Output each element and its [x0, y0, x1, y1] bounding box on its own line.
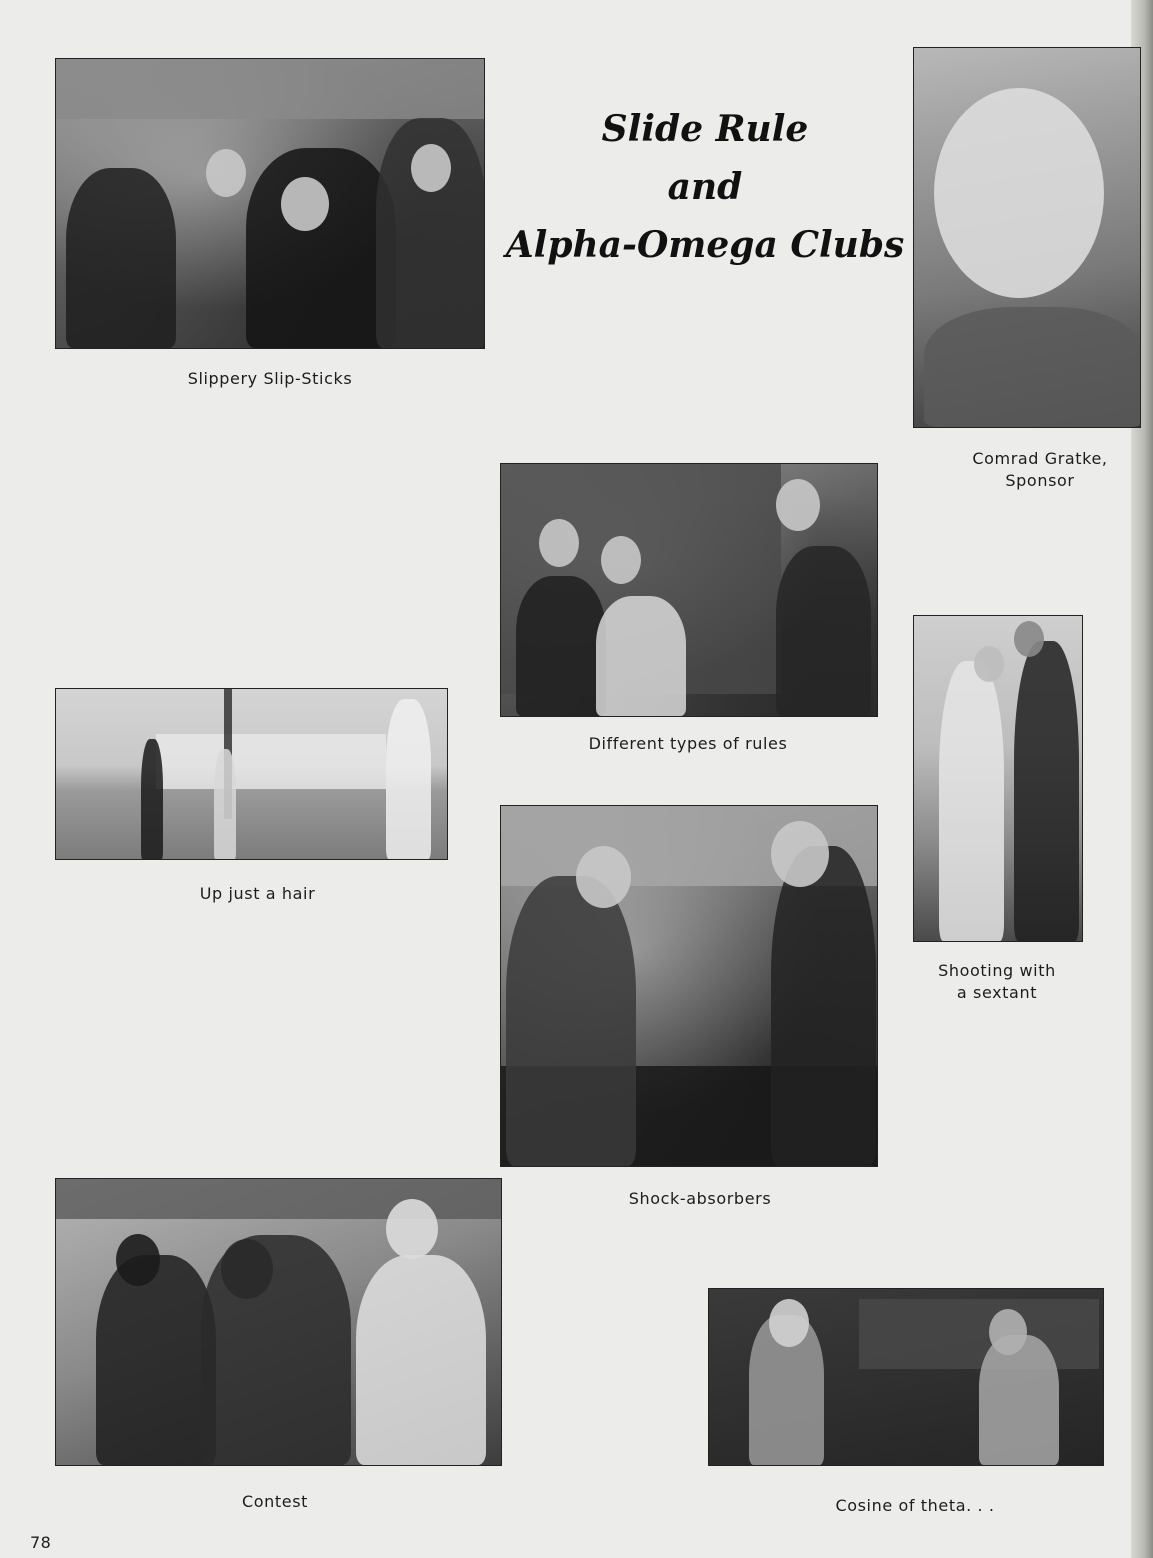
photo-cosine-of-theta [708, 1288, 1104, 1466]
page-title [495, 100, 915, 274]
page-number: 78 [30, 1533, 52, 1552]
photo-shock-absorbers [500, 805, 878, 1167]
title-line-2: and [667, 166, 743, 208]
photo-caption: Contest [241, 1492, 309, 1511]
photo-caption: Cosine of theta. . . [835, 1496, 995, 1515]
photo-caption: Shock-absorbers [628, 1189, 772, 1208]
photo-caption: Shooting with a sextant [938, 961, 1056, 1002]
title-line-1: Slide Rule [601, 108, 809, 150]
photo-sponsor-portrait [913, 47, 1141, 428]
photo-up-just-a-hair [55, 688, 448, 860]
photo-caption: Up just a hair [199, 884, 316, 903]
photo-caption: Comrad Gratke, Sponsor [972, 449, 1108, 490]
photo-different-types-of-rules [500, 463, 878, 717]
photo-caption: Slippery Slip-Sticks [187, 369, 353, 388]
photo-slippery-slip-sticks [55, 58, 485, 349]
title-line-3: Alpha-Omega Clubs [505, 224, 905, 266]
photo-shooting-with-sextant [913, 615, 1083, 942]
photo-caption: Different types of rules [588, 734, 788, 753]
photo-contest [55, 1178, 502, 1466]
